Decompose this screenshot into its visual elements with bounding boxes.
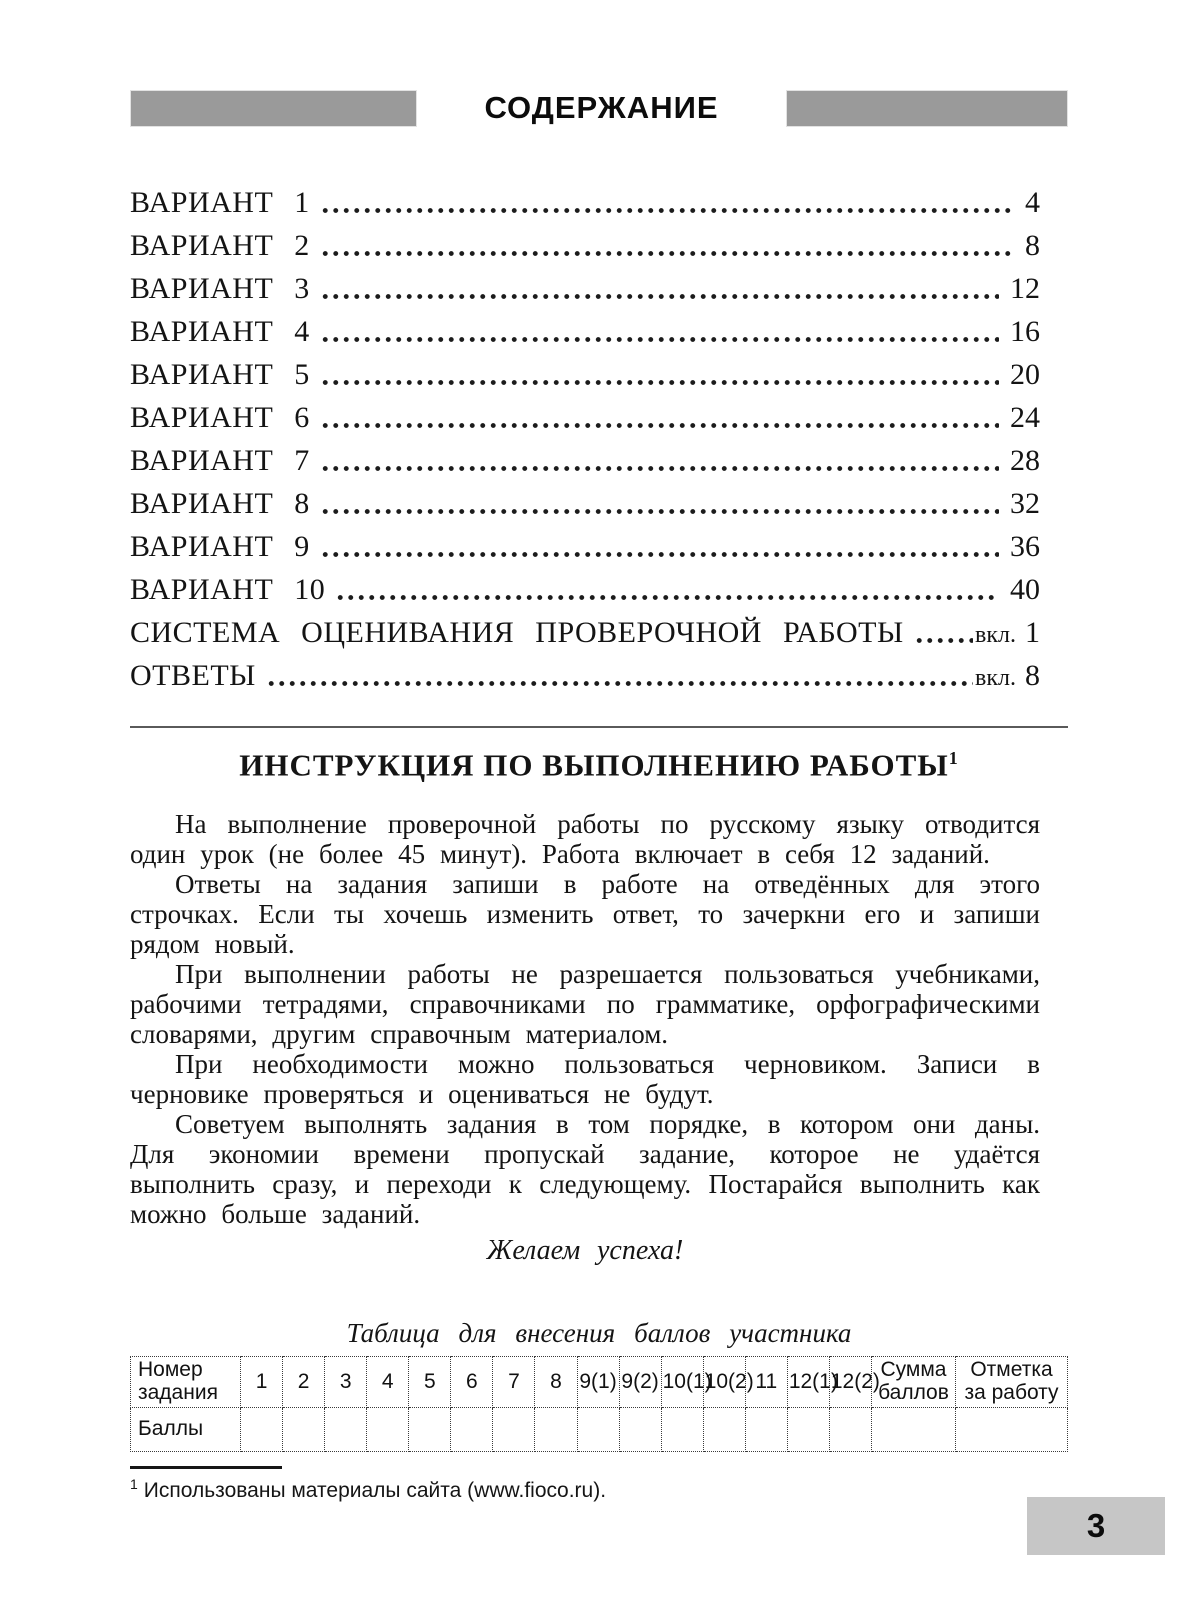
score-table-col-header: 12(1) — [787, 1357, 829, 1407]
page-number-badge — [1027, 1497, 1165, 1555]
score-mark-cell — [956, 1407, 1068, 1451]
toc-item — [130, 481, 1040, 524]
toc-page-number: 8 — [1025, 659, 1040, 692]
section-divider — [130, 726, 1068, 728]
toc-page-number: 28 — [1010, 444, 1040, 477]
toc-item-label: ВАРИАНТ 9 — [130, 530, 310, 563]
score-cell — [787, 1407, 829, 1451]
toc-item — [130, 395, 1040, 438]
score-cell — [409, 1407, 451, 1451]
toc-item-label: ВАРИАНТ 5 — [130, 358, 310, 391]
dot-leader — [266, 679, 973, 688]
instruction-title-text: ИНСТРУКЦИЯ ПО ВЫПОЛНЕНИЮ РАБОТЫ — [239, 747, 949, 783]
toc-page-prefix: вкл. — [975, 622, 1016, 648]
header-right-bar — [786, 90, 1068, 127]
score-table-col-header: 10(2) — [703, 1357, 745, 1407]
toc-item-label: ВАРИАНТ 8 — [130, 487, 310, 520]
toc-page-number: 32 — [1010, 487, 1040, 520]
score-table-col-header: 7 — [493, 1357, 535, 1407]
score-cell — [619, 1407, 661, 1451]
score-cell — [325, 1407, 367, 1451]
dot-leader — [320, 550, 999, 559]
footnote — [130, 1466, 1068, 1504]
toc-page-number: 16 — [1010, 315, 1040, 348]
dot-leader — [335, 593, 999, 602]
score-cell — [367, 1407, 409, 1451]
score-table-col-header: 10(1) — [661, 1357, 703, 1407]
toc-item-label: ВАРИАНТ 1 — [130, 186, 310, 219]
toc-page-number: 20 — [1010, 358, 1040, 391]
toc-page-prefix: вкл. — [975, 665, 1016, 691]
instruction-body — [130, 809, 1040, 1229]
toc-page-number: 12 — [1010, 272, 1040, 305]
score-table-col-header: 5 — [409, 1357, 451, 1407]
score-table-col-header: 3 — [325, 1357, 367, 1407]
dot-leader — [320, 249, 1014, 258]
score-table-mark-header: Отметка за работу — [956, 1357, 1068, 1407]
toc-item-label: ОТВЕТЫ — [130, 659, 256, 692]
toc-item-label: ВАРИАНТ 4 — [130, 315, 310, 348]
score-cell — [535, 1407, 577, 1451]
dot-leader — [320, 206, 1014, 215]
toc-item — [130, 567, 1040, 610]
score-table-col-header: 4 — [367, 1357, 409, 1407]
instruction-paragraph: При необходимости можно пользоваться черновиком. Записи в черновике проверяться и оцениваться не будут. — [130, 1049, 1040, 1110]
toc-item — [130, 438, 1040, 481]
score-cell — [493, 1407, 535, 1451]
score-sum-cell — [872, 1407, 956, 1451]
toc-item-label: ВАРИАНТ 2 — [130, 229, 310, 262]
footnote-text — [130, 1471, 1068, 1504]
instruction-paragraph: На выполнение проверочной работы по русскому языку отводится один урок (не более 45 минут). Работа включает в себя 12 заданий. — [130, 809, 1040, 870]
toc-item — [130, 223, 1040, 266]
dot-leader — [320, 335, 999, 344]
toc-page-number: 1 — [1025, 616, 1040, 649]
toc-item — [130, 266, 1040, 309]
footnote-marker: 1 — [130, 1475, 138, 1492]
instruction-paragraph: Ответы на задания запиши в работе на отведённых для этого строчках. Если ты хочешь изменить ответ, то зачеркни его и запиши рядом новый. — [130, 869, 1040, 960]
toc-item — [130, 653, 1040, 696]
dot-leader — [320, 507, 999, 516]
toc-item-label: ВАРИАНТ 6 — [130, 401, 310, 434]
toc-page-number: 36 — [1010, 530, 1040, 563]
footnote-reference: 1 — [948, 748, 959, 768]
toc-item — [130, 309, 1040, 352]
instruction-paragraph: При выполнении работы не разрешается пользоваться учебниками, рабочими тетрадями, справочниками по грамматике, орфографическими словарями, другим справочным материалом. — [130, 959, 1040, 1050]
header-left-bar — [130, 90, 417, 127]
dot-leader — [320, 378, 999, 387]
score-table-col-header: 6 — [451, 1357, 493, 1407]
score-cell — [241, 1407, 283, 1451]
toc-item-label: ВАРИАНТ 3 — [130, 272, 310, 305]
instruction-title — [130, 738, 1068, 785]
score-table-col-header: 8 — [535, 1357, 577, 1407]
toc-item — [130, 610, 1040, 653]
instruction-paragraph: Советуем выполнять задания в том порядке, в котором они даны. Для экономии времени пропускай задание, которое не удаётся выполнить сразу, и переходи к следующему. Постарайся выполнить как можно больше заданий. — [130, 1109, 1040, 1230]
score-cell — [577, 1407, 619, 1451]
score-table-col-header: 9(1) — [577, 1357, 619, 1407]
dot-leader — [320, 464, 999, 473]
score-table-col-header: 11 — [745, 1357, 787, 1407]
contents-header — [130, 88, 1068, 128]
toc-item-label: ВАРИАНТ 7 — [130, 444, 310, 477]
toc-item — [130, 180, 1040, 223]
toc-page-number: 4 — [1025, 186, 1040, 219]
footnote-separator — [130, 1466, 282, 1469]
toc-item — [130, 524, 1040, 567]
toc-item — [130, 352, 1040, 395]
score-table-col-header: 9(2) — [619, 1357, 661, 1407]
score-table — [130, 1356, 1068, 1451]
score-table-score-row — [131, 1407, 1068, 1451]
score-row-label: Баллы — [131, 1407, 241, 1451]
score-cell — [283, 1407, 325, 1451]
toc-page-number: 8 — [1025, 229, 1040, 262]
footnote-body: Использованы материалы сайта (www.fioco.ru). — [143, 1478, 607, 1502]
score-table-col-header: 1 — [241, 1357, 283, 1407]
score-cell — [829, 1407, 871, 1451]
score-cell — [745, 1407, 787, 1451]
toc-page-number: 24 — [1010, 401, 1040, 434]
toc-page-number: 40 — [1010, 573, 1040, 606]
dot-leader — [320, 292, 999, 301]
dot-leader — [320, 421, 999, 430]
score-table-col-header: 12(2) — [829, 1357, 871, 1407]
contents-title: СОДЕРЖАНИЕ — [484, 90, 719, 125]
toc-item-label: СИСТЕМА ОЦЕНИВАНИЯ ПРОВЕРОЧНОЙ РАБОТЫ — [130, 616, 904, 649]
score-table-caption: Таблица для внесения баллов участника — [346, 1318, 852, 1349]
score-cell — [451, 1407, 493, 1451]
table-of-contents — [130, 180, 1040, 696]
toc-item-label: ВАРИАНТ 10 — [130, 573, 326, 606]
score-table-corner-header: Номер задания — [131, 1357, 241, 1407]
score-cell — [661, 1407, 703, 1451]
score-table-sum-header: Сумма баллов — [872, 1357, 956, 1407]
page-number: 3 — [1086, 1507, 1106, 1544]
score-cell — [703, 1407, 745, 1451]
score-table-col-header: 2 — [283, 1357, 325, 1407]
dot-leader — [914, 636, 973, 645]
score-table-header-row — [131, 1357, 1068, 1407]
good-luck-line: Желаем успеха! — [486, 1235, 684, 1267]
